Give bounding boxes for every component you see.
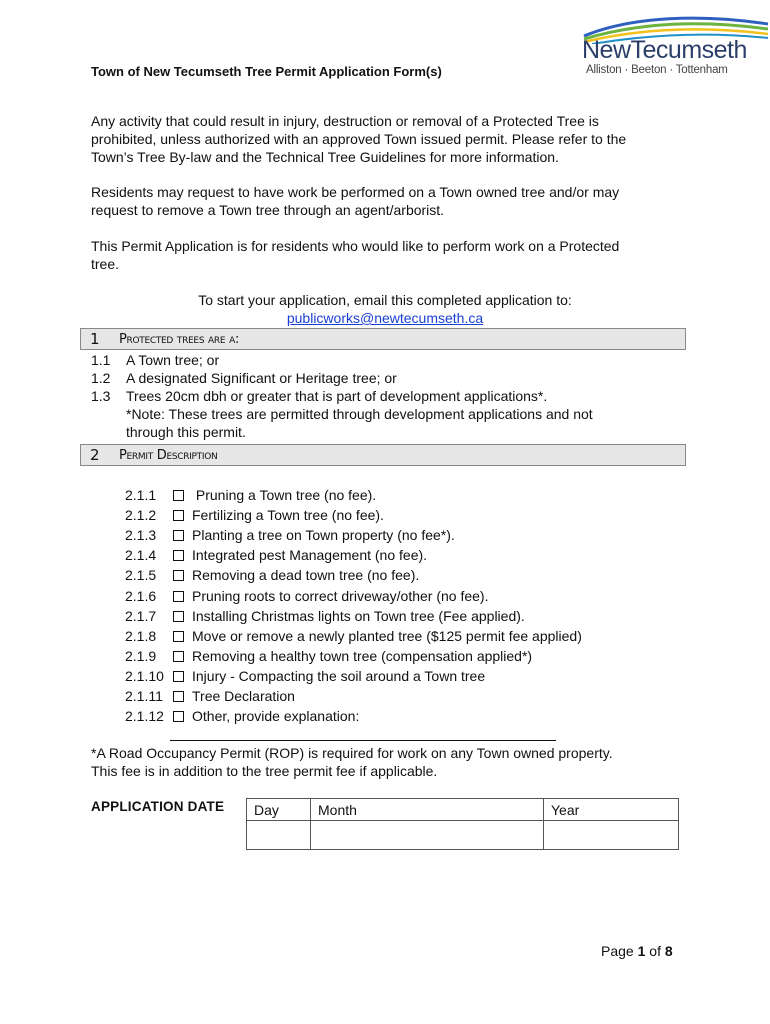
section-2-header [80,444,686,466]
option-content [173,627,582,645]
start-instructions [91,291,679,327]
option-number: 2.1.7 [125,607,157,624]
option-number: 2.1.4 [125,547,157,564]
option-checkbox[interactable] [173,570,184,581]
page-label: Page [601,943,634,959]
option-number: 2.1.10 [125,667,164,684]
development-note [126,405,593,441]
permit-paragraph [91,237,691,273]
option-label: Integrated pest Management (no fee). [192,547,428,564]
application-date-label: APPLICATION DATE [91,799,225,814]
option-checkbox[interactable] [173,591,184,602]
permit-line: tree. [91,256,120,272]
option-checkbox[interactable] [173,711,184,722]
option-number: 2.1.5 [125,567,157,584]
explanation-line[interactable] [170,740,556,741]
option-label: Injury - Compacting the soil around a Town tree [192,667,486,684]
day-input[interactable] [247,821,311,850]
page-number [601,943,673,959]
intro-line: Town’s Tree By-law and the Technical Tree Guidelines for more information. [91,149,559,165]
option-checkbox[interactable] [173,631,184,642]
month-header: Month [311,799,544,821]
note-line: through this permit. [126,424,246,440]
option-number: 2.1.6 [125,587,157,604]
year-input[interactable] [544,821,679,850]
application-date-table [246,798,679,850]
item-text: A Town tree; or [126,352,220,368]
rop-line: *A Road Occupancy Permit (ROP) is required for work on any Town owned property. [91,745,613,761]
option-label: Fertilizing a Town tree (no fee). [192,507,384,524]
item-number: 1.2 [91,370,111,386]
rop-note [91,744,691,780]
email-link[interactable]: publicworks@newtecumseth.ca [286,310,484,326]
item-number: 1.3 [91,388,111,404]
logo-subtitle: Alliston · Beeton · Tottenham [586,64,728,76]
option-content [173,707,359,725]
option-checkbox[interactable] [173,691,184,702]
option-content [173,687,295,705]
option-number: 2.1.11 [125,688,163,704]
option-checkbox[interactable] [173,530,184,541]
option-number: 2.1.8 [125,627,157,644]
option-number: 2.1.2 [125,507,157,524]
of-label: of [649,943,661,959]
intro-paragraph [91,112,691,166]
option-number: 2.1.9 [125,647,157,664]
town-logo [582,14,770,76]
option-content [173,647,532,665]
intro-line: Any activity that could result in injury, destruction or removal of a Protected Tree is [91,113,599,129]
option-checkbox[interactable] [173,671,184,682]
section-1-header [80,328,686,350]
option-label: Move or remove a newly planted tree ($125 permit fee applied) [192,627,582,644]
section-number: 1 [90,330,100,348]
document-title: Town of New Tecumseth Tree Permit Application Form(s) [91,64,442,79]
day-header: Day [247,799,311,821]
item-text: A designated Significant or Heritage tree; or [126,370,397,386]
option-label: Pruning a Town tree (no fee). [192,487,377,503]
option-content [173,587,488,605]
rop-line: This fee is in addition to the tree permit fee if applicable. [91,763,438,779]
option-content [173,526,455,544]
option-checkbox[interactable] [173,550,184,561]
section-title: Permit Description [119,448,218,463]
total-pages: 8 [664,943,673,959]
option-label: Tree Declaration [192,688,295,704]
start-text: To start your application, email this completed application to: [198,292,572,308]
residents-paragraph [91,183,691,219]
section-title: Protected trees are a: [119,332,240,347]
residents-line: request to remove a Town tree through an agent/arborist. [91,202,445,218]
option-content [173,506,384,524]
option-number: 2.1.1 [125,487,157,503]
option-label: Installing Christmas lights on Town tree (Fee applied). [192,607,525,624]
option-checkbox[interactable] [173,651,184,662]
option-content [173,566,419,584]
option-number: 2.1.12 [125,708,164,725]
month-input[interactable] [311,821,544,850]
section-number: 2 [90,446,100,464]
option-content [173,546,427,564]
option-content [173,607,525,625]
option-number: 2.1.3 [125,527,157,544]
option-label: Planting a tree on Town property (no fee*). [192,527,455,544]
permit-line: This Permit Application is for residents who would like to perform work on a Protected [91,238,620,254]
option-label: Other, provide explanation: [192,708,360,725]
logo-name: NewTecumseth [582,36,747,64]
item-text: Trees 20cm dbh or greater that is part of development applications*. [126,388,548,404]
option-label: Pruning roots to correct driveway/other (no fee). [192,587,489,604]
option-checkbox[interactable] [173,510,184,521]
option-checkbox[interactable] [173,490,184,501]
intro-line: prohibited, unless authorized with an approved Town issued permit. Please refer to the [91,131,627,147]
year-header: Year [544,799,679,821]
current-page: 1 [637,943,646,959]
option-checkbox[interactable] [173,611,184,622]
note-line: *Note: These trees are permitted through development applications and not [126,406,593,422]
option-label: Removing a healthy town tree (compensation applied*) [192,647,533,664]
option-content [173,667,485,685]
item-number: 1.1 [91,352,111,368]
option-label: Removing a dead town tree (no fee). [192,567,420,584]
residents-line: Residents may request to have work be performed on a Town owned tree and/or may [91,184,620,200]
option-content [173,486,376,504]
